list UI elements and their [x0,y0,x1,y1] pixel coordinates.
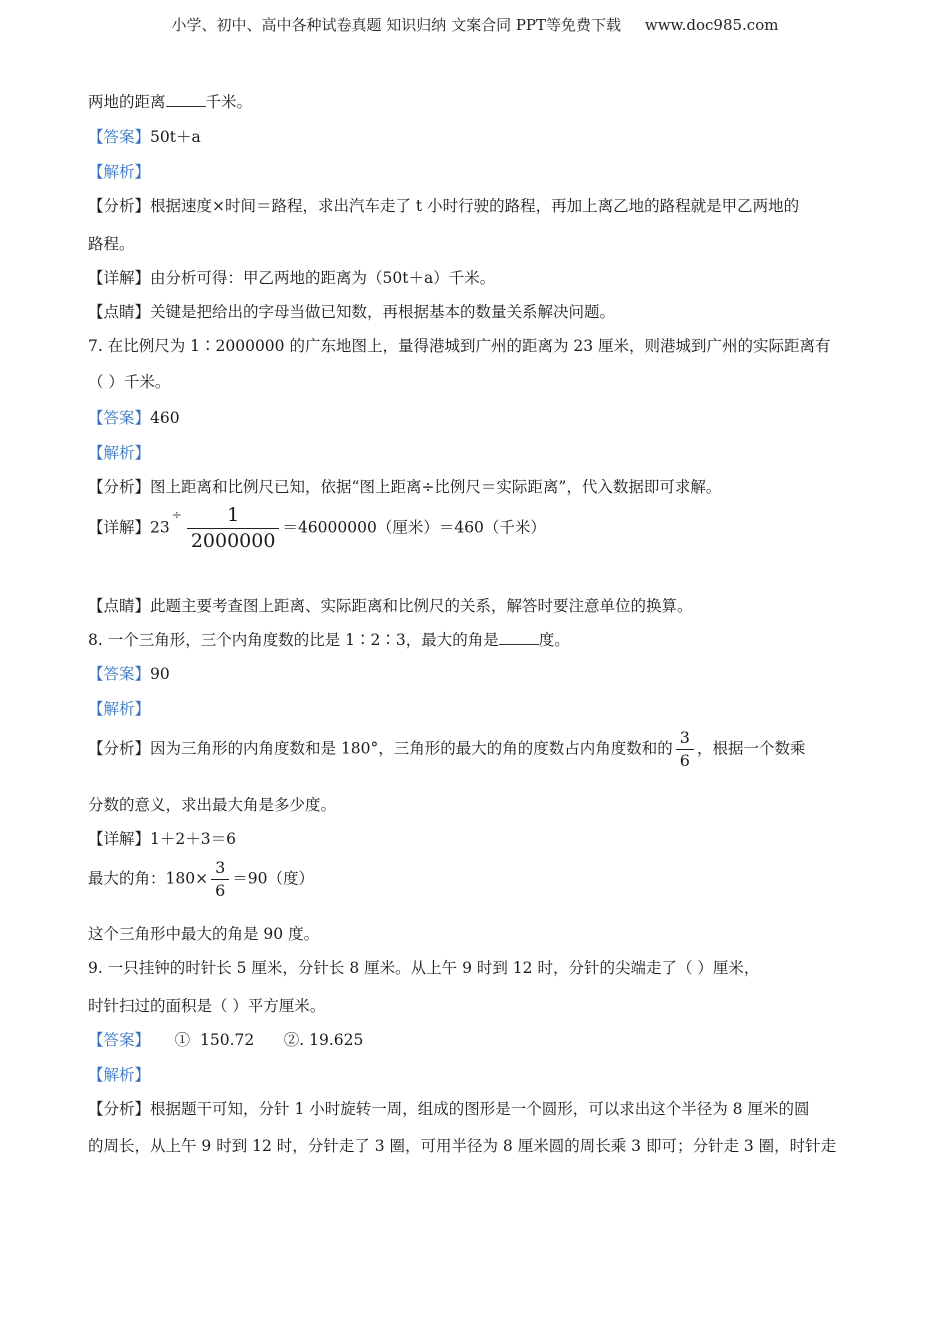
xiangjie-text: 1＋2＋3＝6 [150,830,236,848]
jiexi-tag: 【解析】 [88,1066,151,1084]
q6-stem-text: 两地的距离 [88,93,166,111]
fenxi-text: 根据速度×时间＝路程，求出汽车走了 t 小时行驶的路程，再加上离乙地的路程就是甲乙两地的 [150,197,800,215]
q9-fenxi [88,1099,809,1119]
fraction-denominator: 6 [676,749,694,769]
fraction [187,506,280,551]
fenxi-text: 根据题干可知，分针 1 小时旋转一周，组成的图形是一个圆形，可以求出这个半径为 8 厘米的圆 [150,1100,810,1118]
q8-fenxi [88,730,805,769]
fenxi-tag: 【分析】 [88,197,151,215]
q6-jiexi [88,162,150,182]
answer-tag: 【答案】 [88,1031,151,1049]
fraction-numerator: 1 [227,504,240,526]
q7-xiangjie [88,506,546,551]
q8-answer [88,664,170,684]
fraction-numerator: 3 [215,858,226,877]
q9-fenxi-cont: 的周长，从上午 9 时到 12 时，分针走了 3 圈，可用半径为 8 厘米圆的周长乘 3 即可；分针走 3 圈，时针走 [88,1137,837,1155]
q7-fenxi [88,477,721,497]
dianjing-text: 关键是把给出的字母当做已知数，再根据基本的数量关系解决问题。 [150,303,616,321]
q8-conclusion: 这个三角形中最大的角是 90 度。 [88,925,320,943]
q6-stem-tail [88,92,252,112]
answer-tag: 【答案】 [88,409,151,427]
jiexi-tag: 【解析】 [88,163,151,181]
answer-tag: 【答案】 [88,128,151,146]
q8-stem [88,630,570,650]
division-sign: ÷ [171,507,182,522]
fraction-denominator: 2000000 [187,528,280,551]
q8-stem-text: 8. 一个三角形，三个内角度数的比是 1∶2∶3，最大的角是 [88,631,499,649]
answer-value: 460 [150,409,180,427]
q9-stem-cont: 时针扫过的面积是（ ）平方厘米。 [88,997,326,1015]
calc-text: 最大的角：180× [88,869,209,888]
fenxi-text: 因为三角形的内角度数和是 180°，三角形的最大的角的度数占内角度数和的 [150,739,673,758]
q9-jiexi [88,1065,150,1085]
dianjing-text: 此题主要考查图上距离、实际距离和比例尺的关系，解答时要注意单位的换算。 [150,597,693,615]
q9-answer [88,1030,363,1050]
q8-jiexi [88,699,150,719]
jiexi-tag: 【解析】 [88,700,151,718]
q7-stem-cont: （ ）千米。 [88,373,171,391]
q8-fenxi-cont: 分数的意义，求出最大角是多少度。 [88,796,337,814]
q8-xiangjie [88,829,236,849]
dianjing-tag: 【点睛】 [88,303,151,321]
fenxi-text-tail: ，根据一个数乘 [696,739,806,758]
fenxi-text: 图上距离和比例尺已知，依据“图上距离÷比例尺＝实际距离”，代入数据即可求解。 [150,478,722,496]
q6-fenxi-cont: 路程。 [88,235,135,253]
xiangjie-number: 23 [150,518,170,537]
q6-answer [88,127,201,147]
fraction [676,730,694,769]
xiangjie-tag: 【详解】 [88,830,151,848]
xiangjie-tag: 【详解】 [88,518,151,537]
fenxi-tag: 【分析】 [88,1100,151,1118]
page-header: 小学、初中、高中各种试卷真题 知识归纳 文案合同 PPT等免费下载 www.doc985.com [171,16,779,34]
q6-stem-unit: 千米。 [205,93,253,111]
fraction-numerator: 3 [679,728,690,747]
dianjing-tag: 【点睛】 [88,597,151,615]
q6-fenxi [88,196,799,216]
q8-stem-unit: 度。 [538,631,570,649]
q6-answer-blank [166,92,206,107]
fenxi-tag: 【分析】 [88,739,151,758]
answer-value: ① 150.72 ②. 19.625 [150,1031,364,1049]
q7-dianjing [88,596,693,616]
q7-answer [88,408,180,428]
xiangjie-tag: 【详解】 [88,269,151,287]
q8-answer-blank [499,630,539,645]
fraction-denominator: 6 [211,879,229,899]
q8-xiangjie-line2 [88,860,314,899]
q6-xiangjie [88,268,495,288]
calc-result: ＝90（度） [232,869,314,888]
q6-dianjing [88,302,615,322]
fraction [211,860,229,899]
fenxi-tag: 【分析】 [88,478,151,496]
xiangjie-result: ＝46000000（厘米）＝460（千米） [282,518,546,537]
answer-value: 90 [150,665,170,683]
q7-jiexi [88,443,150,463]
jiexi-tag: 【解析】 [88,444,151,462]
answer-tag: 【答案】 [88,665,151,683]
xiangjie-text: 由分析可得：甲乙两地的距离为（50t＋a）千米。 [150,269,496,287]
q7-stem: 7. 在比例尺为 1∶2000000 的广东地图上，量得港城到广州的距离为 23 厘米，则港城到广州的实际距离有 [88,337,831,355]
answer-value: 50t＋a [150,128,201,146]
q9-stem: 9. 一只挂钟的时针长 5 厘米，分针长 8 厘米。从上午 9 时到 12 时，分针的尖端走了（ ）厘米， [88,959,760,977]
